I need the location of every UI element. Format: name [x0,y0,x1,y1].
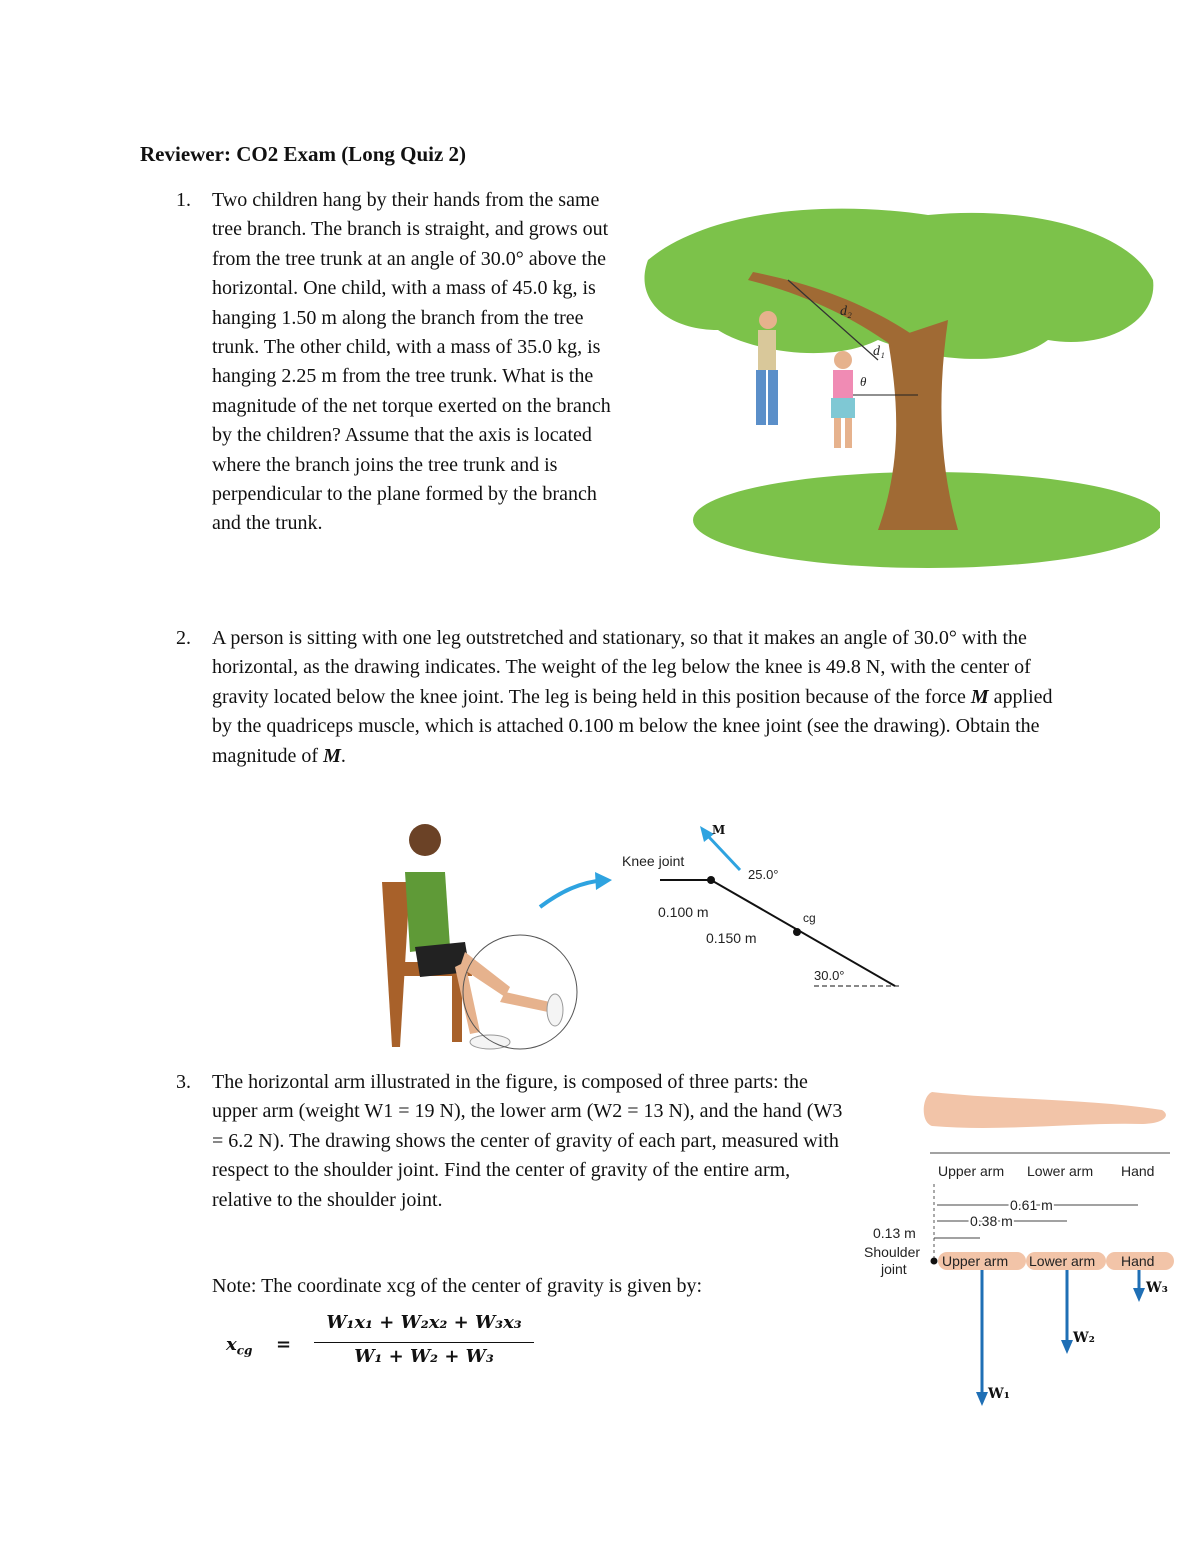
force-arrow [708,836,740,870]
label-w1: W₁ [988,1386,1010,1402]
tree-label-d1: d₁ [873,344,885,359]
label-force: M [712,823,726,837]
label-cg: cg [803,911,816,925]
tree-label-d2: d₂ [840,304,852,319]
force-symbol: M [970,685,989,708]
problem-text: The horizontal arm illustrated in the figure, is composed of three parts: the upper arm (weight W1 = 19 N), the lower arm (W2 = 13 N), and the hand (W3 = 6.2 N). The drawing shows the center of gravity of each part, measured with respect to the shoulder joint. Find the center of gravity of the entire arm, relative to the shoulder joint. [212,1071,843,1211]
problem-text-part: applied by the quadriceps muscle, which is attached 0.100 m below the knee joint (see the drawing). Obtain the magnitude of [212,685,1053,767]
label-w2: W₂ [1073,1330,1095,1346]
problem-text-part: A person is sitting with one leg outstretched and stationary, so that it makes an angle of 30.0° with the horizontal, as the drawing indicates. The weight of the leg below the knee is 49.8 N, with the center of gravity located below the knee joint. The leg is being held in this position because of the force [212,627,1031,708]
problem-text [212,624,1062,771]
bar-label-upper-arm: Upper arm [942,1253,1009,1269]
force-symbol: M [323,744,341,767]
label-knee-joint: Knee joint [622,853,685,869]
child-2 [831,351,855,448]
formula-denominator: W₁ + W₂ + W₃ [354,1346,494,1367]
label-angle-force: 25.0° [748,867,779,882]
problem-text-part: . [340,744,346,767]
label-upper-arm: Upper arm [938,1163,1005,1179]
label-d061: 0.61 m [1010,1197,1053,1213]
formula-eq: = [276,1334,292,1355]
problem-number: 1. [176,189,191,211]
problem-note: Note: The coordinate xcg of the center of gravity is given by: [212,1275,703,1297]
formula-numerator: W₁x₁ + W₂x₂ + W₃x₃ [326,1312,522,1333]
label-hand: Hand [1121,1163,1155,1179]
problem-text: Two children hang by their hands from the same tree branch. The branch is straight, and grows out from the tree trunk at an angle of 30.0° above the horizontal. One child, with a mass of 45.0 kg, is hanging 1.50 m along the branch from the tree trunk. The other child, with a mass of 35.0 kg, is hanging 2.25 m from the tree trunk. What is the magnitude of the net torque exerted on the branch by the children? Assume that the axis is located where the branch joins the tree trunk and is perpendicular to the plane formed by the branch and the trunk. [212,189,611,535]
label-dist-0150: 0.150 m [706,930,757,946]
label-d038: 0.38 m [970,1213,1013,1229]
label-w3: W₃ [1146,1280,1168,1296]
arm-cg-figure [862,1080,1180,1420]
tree-children-figure [628,200,1160,570]
label-shoulder: Shoulder [864,1244,921,1260]
label-angle-leg: 30.0° [814,968,845,983]
knee-leg-figure [370,812,910,1062]
bar-label-lower-arm: Lower arm [1029,1253,1096,1269]
shoulder-joint-dot [931,1258,938,1265]
label-joint: joint [881,1261,907,1277]
formula-lhs: $x_{cg}$ [226,1334,253,1358]
tree-label-theta: θ [860,374,867,389]
arm-drawing [924,1092,1166,1128]
problem-number: 3. [176,1071,191,1093]
label-dist-0100: 0.100 m [658,904,709,920]
cg-formula [226,1312,546,1372]
fraction-bar [314,1342,534,1343]
problem-number: 2. [176,627,191,649]
bar-label-hand: Hand [1121,1253,1155,1269]
seated-person [382,824,577,1049]
page-title: Reviewer: CO2 Exam (Long Quiz 2) [140,142,467,166]
label-d013: 0.13 m [873,1225,916,1241]
label-lower-arm: Lower arm [1027,1163,1094,1179]
